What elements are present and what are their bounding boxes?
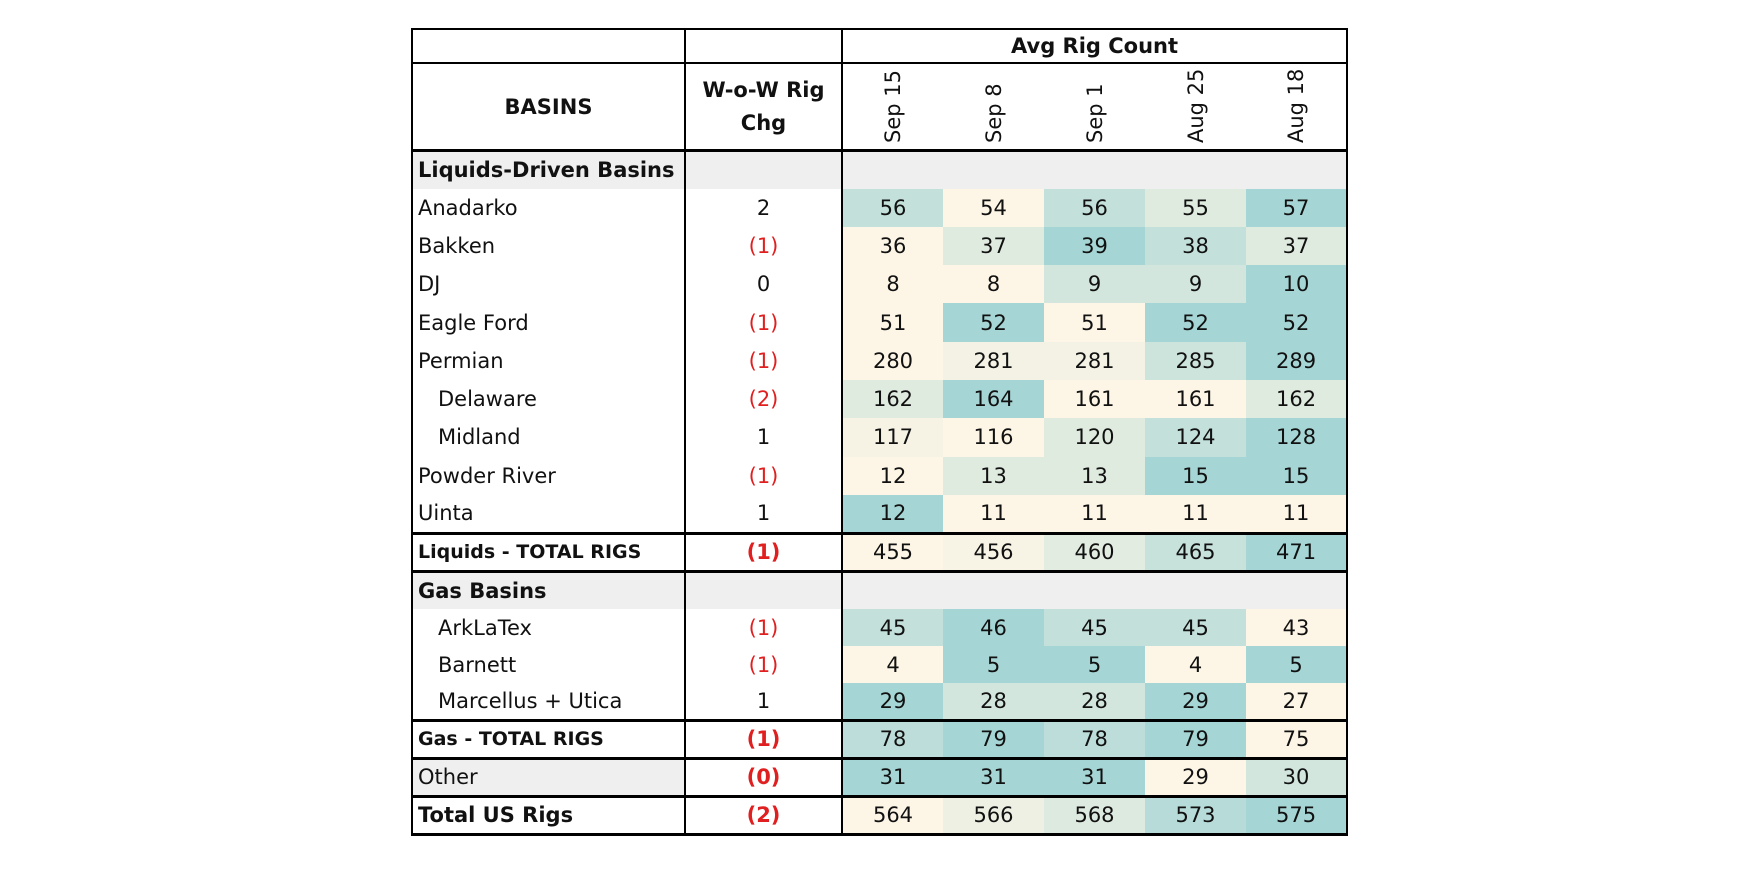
rig-count-cell: 117 bbox=[842, 418, 943, 456]
rig-count-cell: 37 bbox=[1246, 227, 1347, 265]
rig-count-cell: 38 bbox=[1145, 227, 1246, 265]
rig-count-cell: 15 bbox=[1246, 457, 1347, 495]
wow-change: 2 bbox=[685, 189, 842, 227]
section-title-wow-blank bbox=[685, 571, 842, 609]
rig-count-cell: 31 bbox=[943, 758, 1044, 796]
basin-name: DJ bbox=[412, 265, 685, 303]
rig-count-cell: 289 bbox=[1246, 342, 1347, 380]
basin-name: Delaware bbox=[412, 380, 685, 418]
wow-change: 1 bbox=[685, 683, 842, 720]
rig-count-cell: 37 bbox=[943, 227, 1044, 265]
rig-count-cell: 4 bbox=[1145, 646, 1246, 683]
rig-count-cell: 281 bbox=[1044, 342, 1145, 380]
rig-count-cell: 5 bbox=[943, 646, 1044, 683]
rig-count-cell: 281 bbox=[943, 342, 1044, 380]
rig-count-cell: 9 bbox=[1044, 265, 1145, 303]
rig-count-cell: 128 bbox=[1246, 418, 1347, 456]
rig-count-cell: 39 bbox=[1044, 227, 1145, 265]
wow-change: 0 bbox=[685, 265, 842, 303]
wow-change: (1) bbox=[685, 303, 842, 341]
basin-name: Eagle Ford bbox=[412, 303, 685, 341]
rig-count-cell: 162 bbox=[1246, 380, 1347, 418]
section-title: Liquids-Driven Basins bbox=[412, 151, 685, 189]
wow-change: (1) bbox=[685, 227, 842, 265]
table-row bbox=[412, 227, 1347, 265]
rig-count-cell: 161 bbox=[1145, 380, 1246, 418]
table-row bbox=[412, 29, 1347, 63]
rig-count-cell: 29 bbox=[1145, 758, 1246, 796]
rig-count-cell: 124 bbox=[1145, 418, 1246, 456]
table-row bbox=[412, 571, 1347, 609]
table-row bbox=[412, 303, 1347, 341]
table-row bbox=[412, 457, 1347, 495]
rig-count-cell: 79 bbox=[943, 720, 1044, 758]
rig-count-cell: 465 bbox=[1145, 533, 1246, 571]
week-tick-label: Aug 18 bbox=[1284, 68, 1309, 143]
week-tick-label: Aug 25 bbox=[1183, 68, 1208, 143]
table-row bbox=[412, 265, 1347, 303]
rig-count-cell: 45 bbox=[842, 609, 943, 646]
table-row bbox=[412, 495, 1347, 533]
rig-count-cell: 566 bbox=[943, 796, 1044, 834]
week-tick-label: Sep 1 bbox=[1082, 83, 1107, 143]
rig-count-cell: 30 bbox=[1246, 758, 1347, 796]
section-title-values-blank bbox=[842, 571, 1347, 609]
rig-count-cell: 455 bbox=[842, 533, 943, 571]
wow-change: (1) bbox=[685, 533, 842, 571]
week-header-cell bbox=[1145, 63, 1246, 151]
basin-name: Powder River bbox=[412, 457, 685, 495]
rig-count-cell: 36 bbox=[842, 227, 943, 265]
wow-change: (1) bbox=[685, 342, 842, 380]
rig-count-cell: 56 bbox=[1044, 189, 1145, 227]
rig-count-cell: 29 bbox=[842, 683, 943, 720]
rig-count-cell: 10 bbox=[1246, 265, 1347, 303]
rig-count-cell: 12 bbox=[842, 495, 943, 533]
table-row bbox=[412, 418, 1347, 456]
wow-change: 1 bbox=[685, 418, 842, 456]
rig-count-cell: 11 bbox=[1044, 495, 1145, 533]
rig-count-cell: 45 bbox=[1145, 609, 1246, 646]
wow-change: (2) bbox=[685, 380, 842, 418]
wow-change: (1) bbox=[685, 457, 842, 495]
rig-count-cell: 164 bbox=[943, 380, 1044, 418]
rig-count-cell: 52 bbox=[1246, 303, 1347, 341]
basin-name: Marcellus + Utica bbox=[412, 683, 685, 720]
rig-count-table bbox=[411, 28, 1348, 853]
week-tick-label: Sep 15 bbox=[881, 70, 905, 143]
rig-count-cell: 9 bbox=[1145, 265, 1246, 303]
week-header-cell bbox=[842, 63, 943, 151]
basin-name: Uinta bbox=[412, 495, 685, 533]
table-row bbox=[412, 151, 1347, 189]
table-row bbox=[412, 342, 1347, 380]
table-row bbox=[412, 63, 1347, 151]
wow-change: 1 bbox=[685, 495, 842, 533]
rig-count-cell: 15 bbox=[1145, 457, 1246, 495]
rig-count-cell: 120 bbox=[1044, 418, 1145, 456]
total-us-rigs-label: Total US Rigs bbox=[412, 796, 685, 834]
table-row bbox=[412, 533, 1347, 571]
rig-count-cell: 51 bbox=[842, 303, 943, 341]
wow-change: (1) bbox=[685, 609, 842, 646]
section-title-values-blank bbox=[842, 151, 1347, 189]
rig-count-cell: 28 bbox=[943, 683, 1044, 720]
rig-count-cell: 27 bbox=[1246, 683, 1347, 720]
rig-count-cell: 31 bbox=[842, 758, 943, 796]
rig-count-cell: 4 bbox=[842, 646, 943, 683]
wow-header-line2: Chg bbox=[740, 110, 787, 135]
wow-change: (1) bbox=[685, 646, 842, 683]
other-label: Other bbox=[412, 758, 685, 796]
rig-count-cell: 79 bbox=[1145, 720, 1246, 758]
rig-count-cell: 11 bbox=[943, 495, 1044, 533]
section-total-label: Gas - TOTAL RIGS bbox=[412, 720, 685, 758]
rig-count-cell: 78 bbox=[842, 720, 943, 758]
table-row bbox=[412, 796, 1347, 834]
wow-header-line1: W-o-W Rig bbox=[702, 77, 825, 102]
rig-table-grid bbox=[411, 28, 1348, 836]
rig-count-cell: 460 bbox=[1044, 533, 1145, 571]
week-tick-label: Sep 8 bbox=[981, 83, 1006, 143]
table-row bbox=[412, 609, 1347, 646]
rig-count-cell: 29 bbox=[1145, 683, 1246, 720]
table-row bbox=[412, 720, 1347, 758]
rig-count-cell: 45 bbox=[1044, 609, 1145, 646]
rig-count-cell: 5 bbox=[1044, 646, 1145, 683]
week-header-cell bbox=[1044, 63, 1145, 151]
rig-count-cell: 564 bbox=[842, 796, 943, 834]
rig-count-cell: 13 bbox=[1044, 457, 1145, 495]
rig-count-cell: 78 bbox=[1044, 720, 1145, 758]
section-title: Gas Basins bbox=[412, 571, 685, 609]
basin-name: Barnett bbox=[412, 646, 685, 683]
basin-name: Midland bbox=[412, 418, 685, 456]
header-blank-basins bbox=[412, 29, 685, 63]
avg-rig-count-header: Avg Rig Count bbox=[842, 29, 1347, 63]
rig-count-cell: 12 bbox=[842, 457, 943, 495]
rig-count-cell: 11 bbox=[1246, 495, 1347, 533]
table-row bbox=[412, 683, 1347, 720]
rig-count-cell: 54 bbox=[943, 189, 1044, 227]
rig-count-cell: 456 bbox=[943, 533, 1044, 571]
rig-count-cell: 55 bbox=[1145, 189, 1246, 227]
basin-name: ArkLaTex bbox=[412, 609, 685, 646]
basin-name: Anadarko bbox=[412, 189, 685, 227]
header-blank-wow bbox=[685, 29, 842, 63]
rig-count-cell: 161 bbox=[1044, 380, 1145, 418]
rig-count-cell: 280 bbox=[842, 342, 943, 380]
rig-count-cell: 52 bbox=[943, 303, 1044, 341]
rig-count-cell: 56 bbox=[842, 189, 943, 227]
rig-count-cell: 116 bbox=[943, 418, 1044, 456]
rig-count-cell: 46 bbox=[943, 609, 1044, 646]
table-row bbox=[412, 380, 1347, 418]
rig-count-cell: 573 bbox=[1145, 796, 1246, 834]
basin-name: Permian bbox=[412, 342, 685, 380]
wow-header bbox=[685, 63, 842, 151]
rig-count-cell: 43 bbox=[1246, 609, 1347, 646]
wow-change: (2) bbox=[685, 796, 842, 834]
rig-count-cell: 13 bbox=[943, 457, 1044, 495]
week-header-cell bbox=[943, 63, 1044, 151]
rig-count-cell: 8 bbox=[943, 265, 1044, 303]
rig-count-cell: 285 bbox=[1145, 342, 1246, 380]
rig-count-cell: 8 bbox=[842, 265, 943, 303]
section-total-label: Liquids - TOTAL RIGS bbox=[412, 533, 685, 571]
wow-change: (1) bbox=[685, 720, 842, 758]
rig-count-cell: 57 bbox=[1246, 189, 1347, 227]
table-row bbox=[412, 758, 1347, 796]
rig-count-cell: 51 bbox=[1044, 303, 1145, 341]
rig-count-cell: 5 bbox=[1246, 646, 1347, 683]
table-row bbox=[412, 646, 1347, 683]
rig-count-cell: 31 bbox=[1044, 758, 1145, 796]
rig-count-cell: 568 bbox=[1044, 796, 1145, 834]
rig-count-cell: 162 bbox=[842, 380, 943, 418]
basin-name: Bakken bbox=[412, 227, 685, 265]
rig-count-cell: 52 bbox=[1145, 303, 1246, 341]
week-header-cell bbox=[1246, 63, 1347, 151]
rig-count-cell: 75 bbox=[1246, 720, 1347, 758]
basins-header: BASINS bbox=[412, 63, 685, 151]
rig-count-cell: 575 bbox=[1246, 796, 1347, 834]
section-title-wow-blank bbox=[685, 151, 842, 189]
rig-count-cell: 28 bbox=[1044, 683, 1145, 720]
table-row bbox=[412, 189, 1347, 227]
wow-change: (0) bbox=[685, 758, 842, 796]
rig-count-cell: 11 bbox=[1145, 495, 1246, 533]
rig-count-cell: 471 bbox=[1246, 533, 1347, 571]
